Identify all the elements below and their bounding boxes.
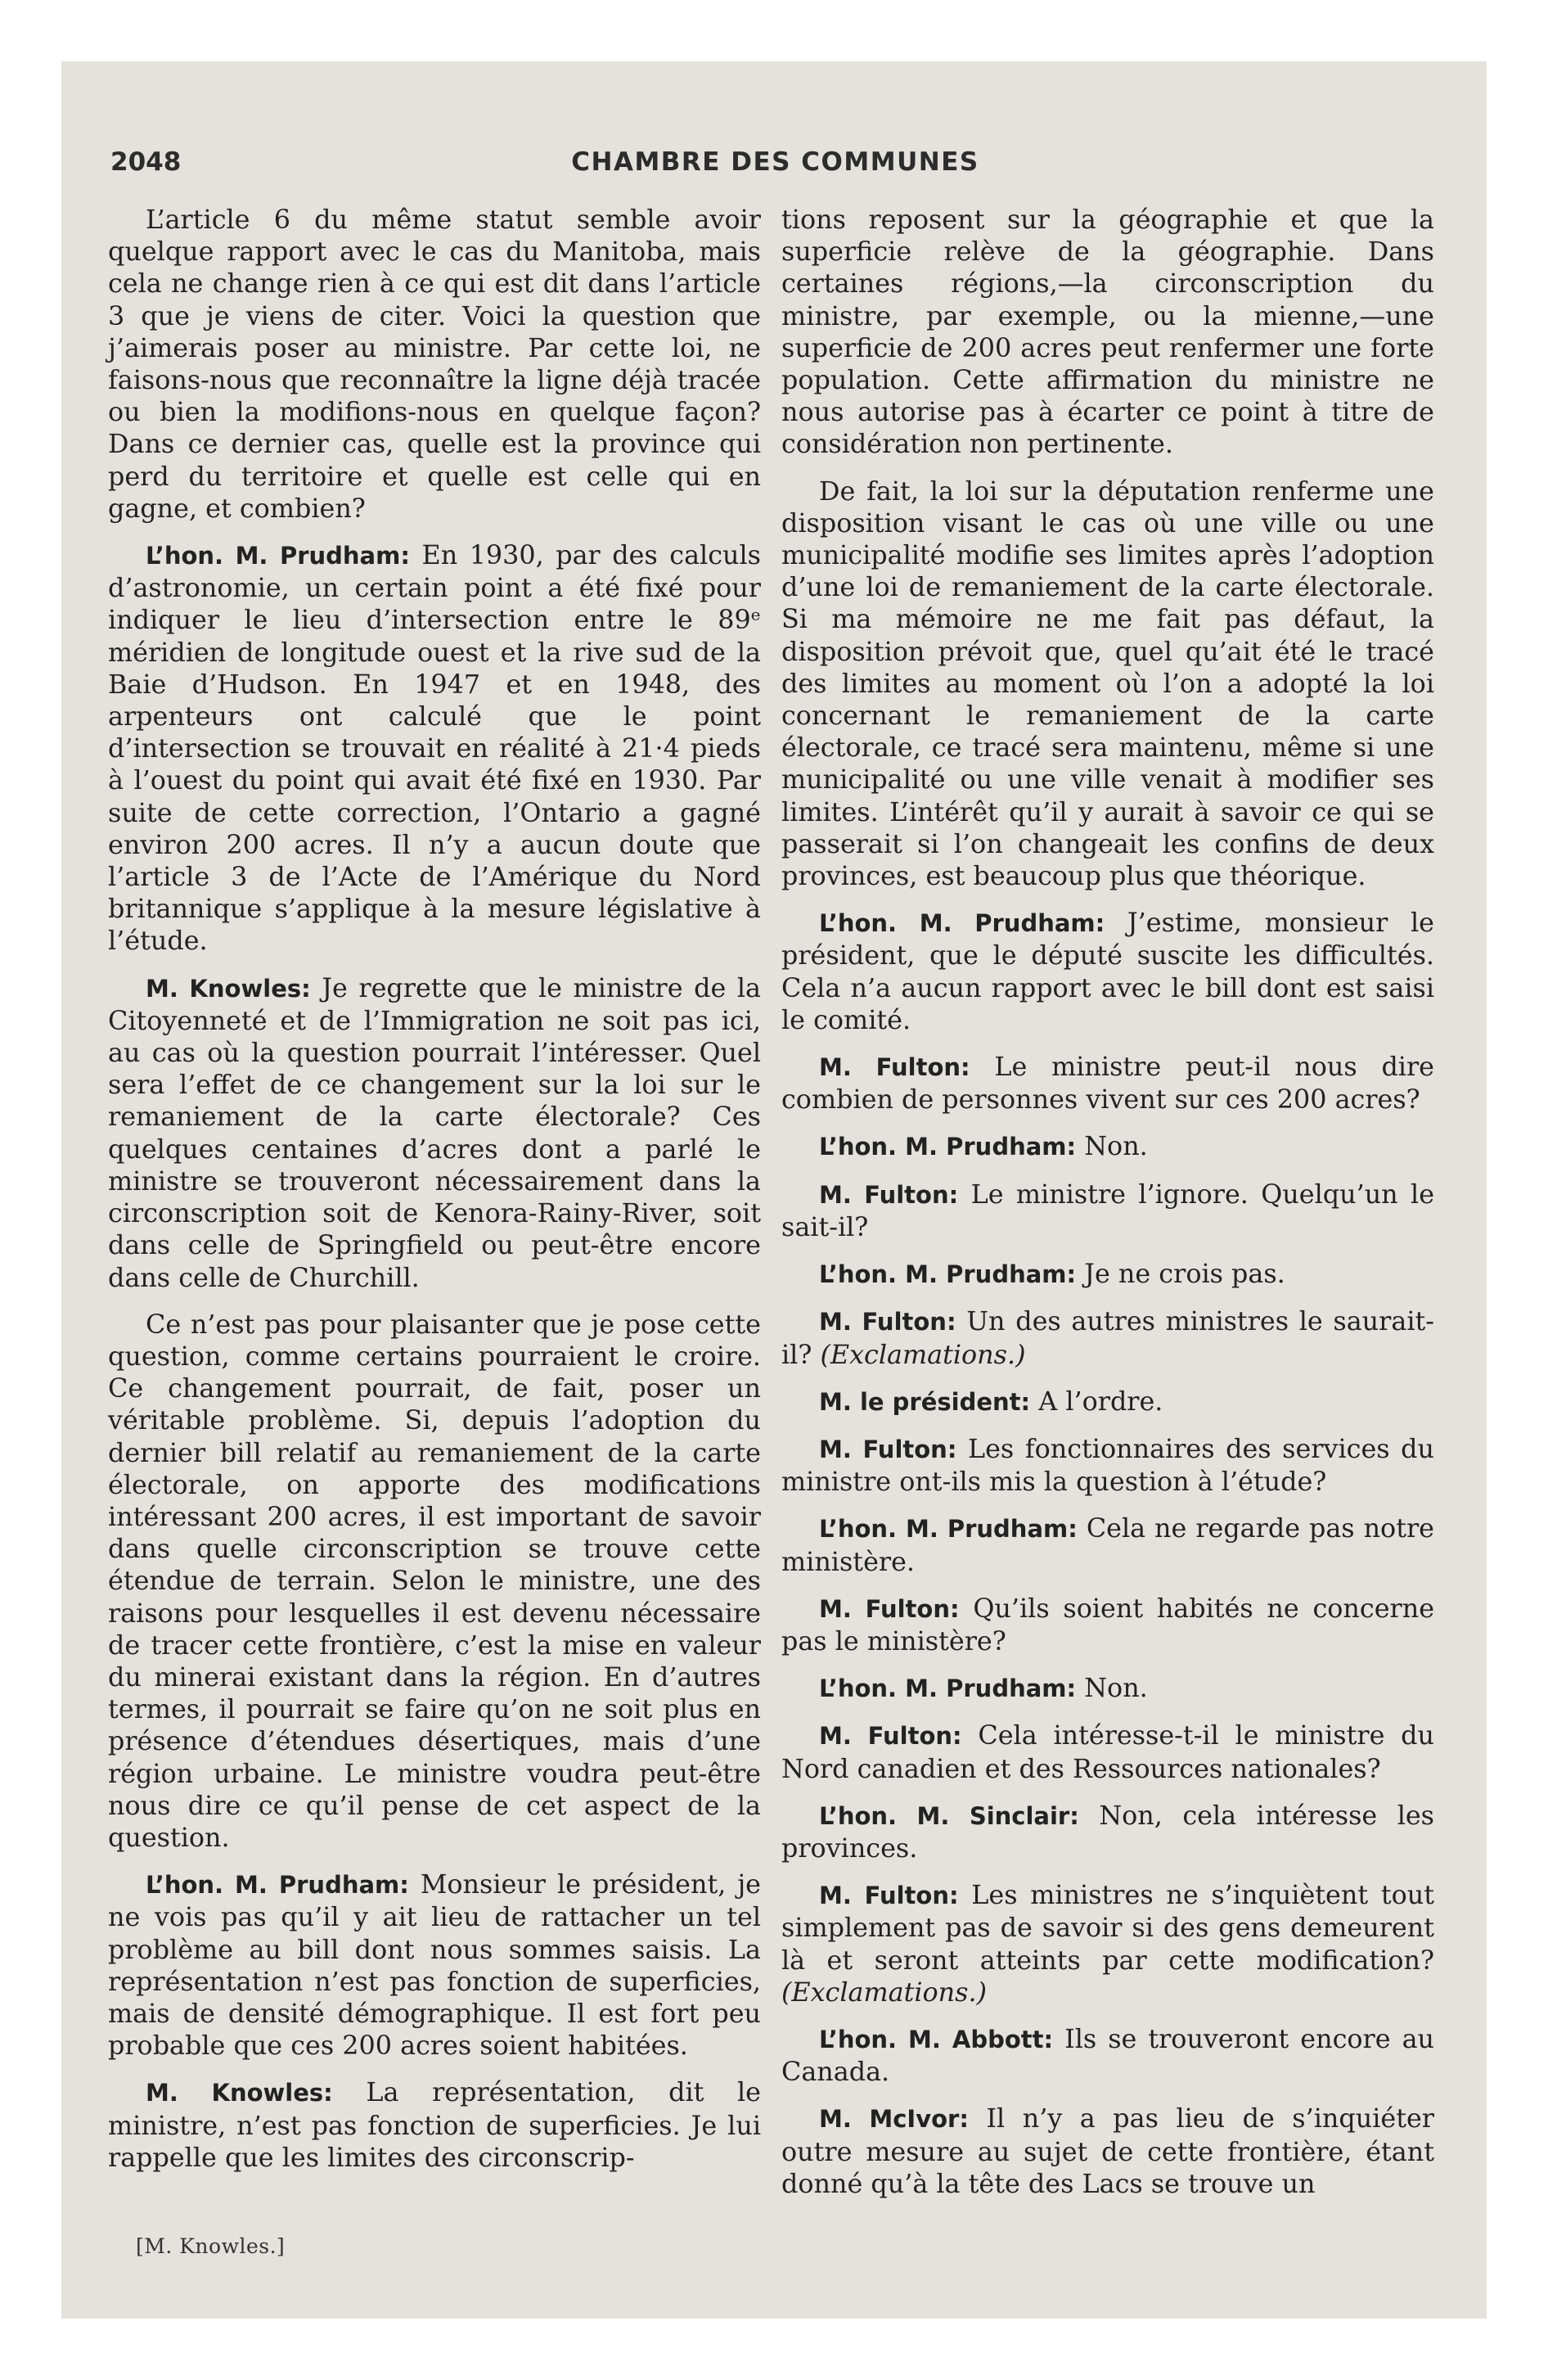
paragraph-text: La représentation, dit le ministre, n’est pas fonction de superficies. Je lui rappelle que les limites des circonscrip- [108, 2077, 761, 2173]
paragraph-text: Qu’ils soient habités ne concerne pas le ministère? [781, 1593, 1435, 1657]
paragraph [781, 907, 1434, 1036]
paragraph [781, 1672, 1434, 1705]
speaker-name: M. Fulton: [819, 1882, 959, 1910]
paragraph [108, 972, 761, 1294]
paragraph-text: Non. [1084, 1131, 1148, 1162]
paragraph [781, 1051, 1434, 1116]
speaker-name: M. le président: [819, 1387, 1031, 1416]
paragraph-text: Je ne crois pas. [1084, 1259, 1285, 1290]
paragraph [781, 1130, 1434, 1163]
paragraph-text: Le ministre peut-il nous dire combien de personnes vivent sur ces 200 acres? [781, 1052, 1434, 1116]
paragraph [781, 1879, 1434, 2008]
paragraph [781, 476, 1434, 893]
paragraph [108, 2076, 761, 2174]
paragraph [781, 2103, 1434, 2200]
paragraph-text: Les fonctionnaires des services du ministre ont-ils mis la question à l’étude? [781, 1433, 1434, 1498]
speaker-name: L’hon. M. Prudham: [819, 1133, 1077, 1161]
paragraph-text: Il n’y a pas lieu de s’inquiéter outre mesure au sujet de cette frontière, étant donné qu’à la tête des Lacs se trouve un [781, 2103, 1434, 2199]
paragraph-text: Cela intéresse-t-il le ministre du Nord canadien et des Ressources nationales? [781, 1720, 1435, 1784]
paragraph-text: Le ministre l’ignore. Quelqu’un le sait-il? [781, 1179, 1435, 1242]
paragraph-text: Un des autres ministres le saurait-il? [781, 1306, 1435, 1370]
speaker-name: L’hon. M. Prudham: [819, 1260, 1077, 1289]
paragraph-text: Ce n’est pas pour plaisanter que je pose cette question, comme certains pourraient le croire. Ce changement pourrait, de fait, poser un véritable problème. Si, depuis l’adoption du dernier bill relatif au remaniement de la carte électorale, on apporte des modifications intéressant 200 acres, il est important de savoir dans quelle circonscription se trouve cette étendue de terrain. Selon le ministre, une des raisons pour lesquelles il est devenu nécessaire de tracer cette frontière, c’est la mise en valeur du minerai existant dans la région. En d’autres termes, il pourrait se faire qu’on ne soit plus en présence d’étendues désertiques, mais d’une région urbaine. Le ministre voudra peut-être nous dire ce qu’il pense de cet aspect de la question. [108, 1309, 761, 1853]
page-number: 2048 [110, 147, 182, 177]
page [61, 61, 1487, 2319]
speaker-name: L’hon. M. Prudham: [146, 542, 410, 570]
speaker-name: L’hon. M. Prudham: [819, 909, 1105, 938]
speaker-name: M. Knowles: [146, 974, 311, 1003]
page-header [110, 147, 1440, 188]
paragraph-text: De fait, la loi sur la députation renferme une disposition visant le cas où une ville ou une municipalité modifie ses limites après l’adoption d’une loi de remaniement de la carte électorale. Si ma mémoire ne me fait pas défaut, la disposition prévoit que, quel qu’ait été le tracé des limites au moment où l’on a adopté la loi concernant le remaniement de la carte électorale, ce tracé sera maintenu, même si une municipalité ou une ville venait à modifier ses limites. L’intérêt qu’il y aurait à savoir ce qui se passerait si l’on changeait les confins de deux provinces, est beaucoup plus que théorique. [781, 476, 1434, 892]
paragraph [781, 1179, 1434, 1243]
paragraph [781, 1512, 1434, 1577]
paragraph-text: Non. [1084, 1673, 1148, 1704]
paragraph-text: A l’ordre. [1038, 1386, 1163, 1417]
paragraph-text: Les ministres ne s’inquiètent tout simplement pas de savoir si des gens demeurent là et seront atteints par cette modification? [781, 1880, 1435, 1976]
left-column [108, 204, 761, 2188]
right-column [781, 204, 1434, 2215]
stage-direction: (Exclamations.) [781, 1977, 987, 2008]
paragraph-text: tions reposent sur la géographie et que la superficie relève de la géographie. Dans certaines régions,—la circonscription du ministre, par exemple, ou la mienne,—une superficie de 200 acres peut renfermer une forte population. Cette affirmation du ministre ne nous autorise pas à écarter ce point à titre de considération non pertinente. [781, 205, 1434, 460]
paragraph [108, 539, 761, 958]
paragraph [781, 1593, 1434, 1657]
speaker-name: M. Fulton: [819, 1722, 962, 1751]
paragraph [781, 1305, 1434, 1370]
speaker-name: L’hon. M. Prudham: [819, 1675, 1077, 1703]
paragraph-text: Cela ne regarde pas notre ministère. [781, 1513, 1434, 1577]
speaker-footer: [M. Knowles.] [136, 2234, 286, 2258]
speaker-name: L’hon. M. Prudham: [146, 1871, 409, 1900]
paragraph [781, 1433, 1434, 1498]
speaker-name: M. Fulton: [819, 1594, 960, 1623]
speaker-name: L’hon. M. Sinclair: [819, 1801, 1079, 1830]
stage-direction: (Exclamations.) [820, 1339, 1026, 1370]
paragraph [108, 1868, 761, 2062]
paragraph-text: Monsieur le président, je ne vois pas qu’il y ait lieu de rattacher un tel problème au bill dont nous sommes saisis. La représentation n’est pas fonction de superficies, mais de densité démographique. Il est fort peu probable que ces 200 acres soient habitées. [108, 1869, 761, 2062]
speaker-name: L’hon. M. Abbott: [819, 2025, 1054, 2053]
speaker-name: L’hon. M. Prudham: [819, 1515, 1078, 1544]
paragraph [781, 1386, 1434, 1418]
paragraph-text: Je regrette que le ministre de la Citoyenneté et de l’Immigration ne soit pas ici, au cas où la question pourrait l’intéresser. Quel sera l’effet de ce changement sur la loi sur le remaniement de la carte électorale? Ces quelques centaines d’acres dont a parlé le ministre se trouveront nécessairement dans la circonscription soit de Kenora-Rainy-River, soit dans celle de Springfield ou peut-être encore dans celle de Churchill. [108, 972, 761, 1293]
speaker-name: M. Fulton: [819, 1180, 959, 1209]
speaker-name: M. Fulton: [819, 1308, 956, 1336]
speaker-name: M. Knowles: [146, 2079, 333, 2107]
speaker-name: M. McIvor: [819, 2105, 969, 2134]
paragraph [781, 2023, 1434, 2088]
paragraph [781, 1258, 1434, 1291]
paragraph-text: L’article 6 du même statut semble avoir quelque rapport avec le cas du Manitoba, mais cela ne change rien à ce qui est dit dans l’article 3 que je viens de citer. Voici la question que j’aimerais poser au ministre. Par cette loi, ne faisons-nous que reconnaître la ligne déjà tracée ou bien la modifions-nous en quelque façon? Dans ce dernier cas, quelle est la province qui perd du territoire et quelle est celle qui en gagne, et combien? [108, 205, 761, 524]
paragraph-text: En 1930, par des calculs d’astronomie, un certain point a été fixé pour indiquer le lieu d’intersection entre le 89ᵉ méridien de longitude ouest et la rive sud de la Baie d’Hudson. En 1947 et en 1948, des arpenteurs ont calculé que le point d’intersection se trouvait en réalité à 21·4 pieds à l’ouest du point qui avait été fixé en 1930. Par suite de cette correction, l’Ontario a gagné environ 200 acres. Il n’y a aucun doute que l’article 3 de l’Acte de l’Amérique du Nord britannique s’applique à la mesure législative à l’étude. [108, 540, 762, 957]
paragraph [781, 204, 1434, 461]
paragraph-text: Non, cela intéresse les provinces. [781, 1800, 1435, 1864]
paragraph [781, 1800, 1434, 1864]
paragraph [781, 1720, 1434, 1784]
speaker-name: M. Fulton: [819, 1435, 957, 1463]
running-title: CHAMBRE DES COMMUNES [571, 147, 979, 177]
speaker-name: M. Fulton: [819, 1053, 970, 1082]
paragraph-text: J’estime, monsieur le président, que le député suscite les difficultés. Cela n’a aucun rapport avec le bill dont est saisi le comité. [781, 908, 1434, 1035]
paragraph [108, 204, 761, 525]
paragraph [108, 1309, 761, 1854]
paragraph-text: Ils se trouveront encore au Canada. [781, 2023, 1435, 2088]
